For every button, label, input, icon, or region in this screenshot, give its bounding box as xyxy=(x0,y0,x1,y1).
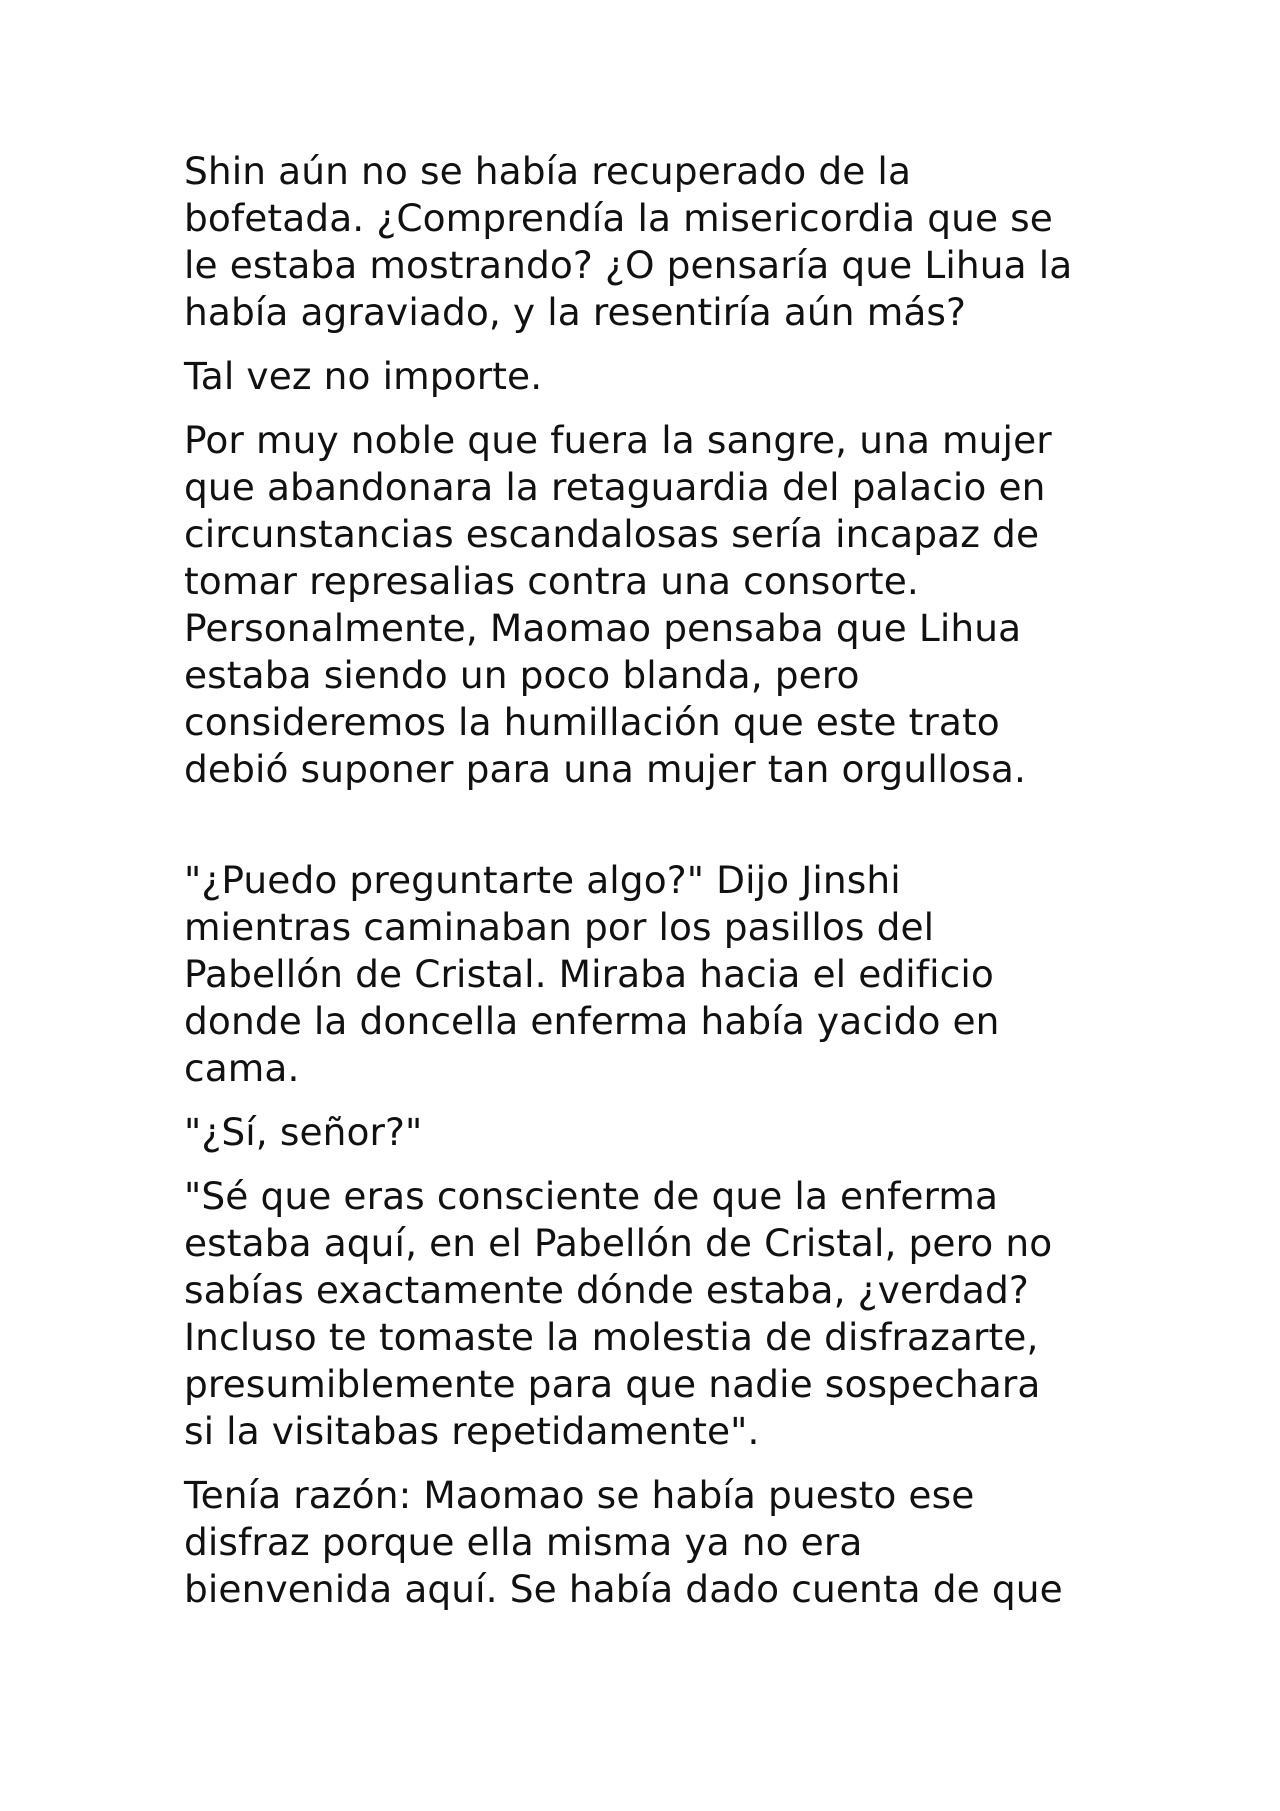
paragraph-6 xyxy=(184,1173,1124,1455)
text-line: "Sé que eras consciente de que la enferma xyxy=(184,1174,999,1218)
text-line: circunstancias escandalosas sería incapaz de xyxy=(184,512,1040,556)
text-line: sabías exactamente dónde estaba, ¿verdad? xyxy=(184,1268,1029,1312)
paragraph-1 xyxy=(184,148,1124,336)
text-line: bofetada. ¿Comprendía la misericordia que se xyxy=(184,196,1053,240)
text-line: había agraviado, y la resentiría aún más? xyxy=(184,290,967,334)
paragraph-4 xyxy=(184,857,1124,1092)
paragraph-2 xyxy=(184,353,1124,400)
text-line: Tal vez no importe. xyxy=(184,354,543,398)
text-line: cama. xyxy=(184,1046,300,1090)
text-line: "¿Sí, señor?" xyxy=(184,1110,423,1154)
text-line: tomar represalias contra una consorte. xyxy=(184,559,919,603)
text-line: "¿Puedo preguntarte algo?" Dijo Jinshi xyxy=(184,858,901,902)
text-line: Shin aún no se había recuperado de la xyxy=(184,149,912,193)
text-line: estaba siendo un poco blanda, pero xyxy=(184,653,860,697)
paragraph-3 xyxy=(184,417,1124,793)
text-line: Incluso te tomaste la molestia de disfrazarte, xyxy=(184,1315,1039,1359)
text-line: mientras caminaban por los pasillos del xyxy=(184,905,935,949)
text-line: le estaba mostrando? ¿O pensaría que Lihua la xyxy=(184,243,1073,287)
text-line: bienvenida aquí. Se había dado cuenta de que xyxy=(184,1567,1063,1611)
text-line: presumiblemente para que nadie sospechara xyxy=(184,1362,1041,1406)
text-line: Personalmente, Maomao pensaba que Lihua xyxy=(184,606,1022,650)
text-line: Por muy noble que fuera la sangre, una mujer xyxy=(184,418,1052,462)
document-page xyxy=(184,148,1124,1630)
text-line: Tenía razón: Maomao se había puesto ese xyxy=(184,1473,975,1517)
text-line: estaba aquí, en el Pabellón de Cristal, pero no xyxy=(184,1221,1053,1265)
paragraph-5 xyxy=(184,1109,1124,1156)
text-line: disfraz porque ella misma ya no era xyxy=(184,1520,863,1564)
text-line: donde la doncella enferma había yacido en xyxy=(184,999,1000,1043)
paragraph-7 xyxy=(184,1472,1124,1613)
text-line: Pabellón de Cristal. Miraba hacia el edificio xyxy=(184,952,994,996)
text-line: consideremos la humillación que este trato xyxy=(184,700,1000,744)
text-line: que abandonara la retaguardia del palacio en xyxy=(184,465,1046,509)
text-line: debió suponer para una mujer tan orgullosa. xyxy=(184,747,1027,791)
text-line: si la visitabas repetidamente". xyxy=(184,1409,760,1453)
